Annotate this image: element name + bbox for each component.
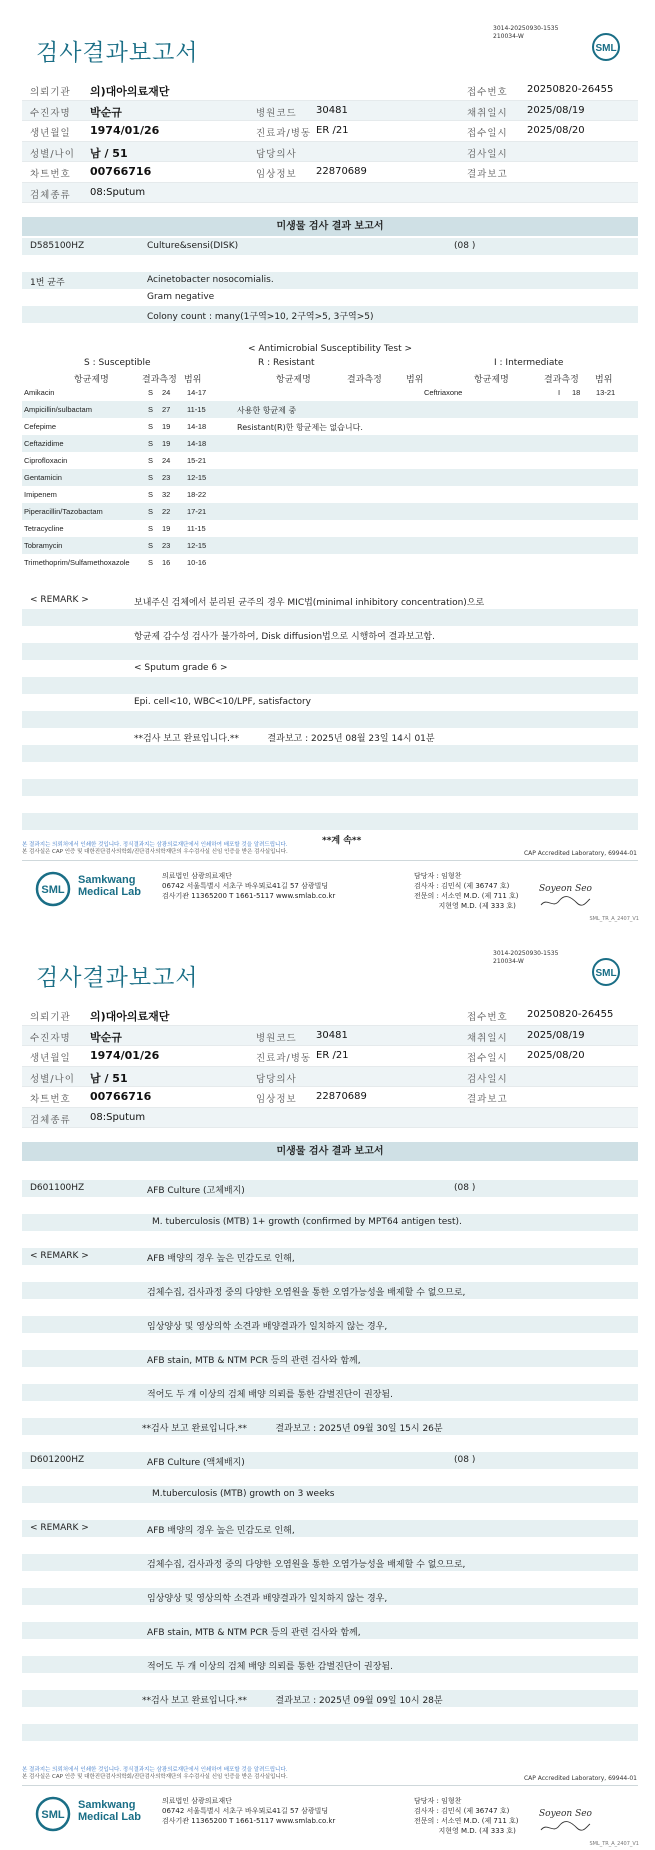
result-rows <box>22 238 638 340</box>
info-label-collect_date: 채취일시 <box>467 1032 508 1044</box>
ast-header-result: 결과측정 <box>142 375 177 385</box>
ast-header-drug: 항균제명 <box>74 375 109 385</box>
result-row <box>22 609 638 626</box>
ast-sir: S <box>148 405 154 414</box>
ast-header-result: 결과측정 <box>544 375 579 385</box>
row-text: AFB 배양의 경우 높은 민감도로 인해, <box>147 1254 295 1264</box>
row-code: D601100HZ <box>30 1183 85 1193</box>
ast-range: 18-22 <box>187 490 207 499</box>
info-row <box>22 101 638 122</box>
info-label-sex_age: 성별/나이 <box>30 148 75 160</box>
ast-row <box>22 418 638 435</box>
row-code: < REMARK > <box>30 1251 89 1261</box>
result-row <box>22 1367 638 1384</box>
info-label-doctor: 담당의사 <box>256 1073 297 1085</box>
result-row <box>22 1656 638 1673</box>
report-title: 검사결과보고서 <box>36 40 199 66</box>
info-label-birth: 생년월일 <box>30 128 71 139</box>
ast-sir: S <box>148 507 154 516</box>
info-row <box>22 1108 638 1129</box>
result-row <box>22 1418 638 1435</box>
ast-drug: Amikacin <box>24 388 55 397</box>
ast-row <box>22 401 638 418</box>
ast-range: 14-18 <box>187 439 207 448</box>
signature-image <box>537 1804 592 1836</box>
result-row <box>22 1333 638 1350</box>
info-value-birth: 1974/01/26 <box>90 1049 160 1062</box>
info-label-dept: 진료과/병동 <box>256 128 312 139</box>
ast-val: 16 <box>162 558 171 567</box>
info-value-patient: 박순규 <box>90 1030 122 1044</box>
ast-drug: Cefepime <box>24 422 57 431</box>
info-label-specimen: 검체종류 <box>30 1114 71 1126</box>
ast-row <box>22 537 638 554</box>
signatories: 담당자 : 임형찬 검사자 : 김민식 (제 36747 호) 전문의 : 서소연 M.D. (제 711 호) 지현영 M.D. (제 333 호) <box>414 872 519 910</box>
ast-row <box>22 435 638 452</box>
row-text: Colony count : many(1구역>10, 2구역>5, 3구역>5) <box>147 312 374 322</box>
footer-box <box>22 1785 638 1833</box>
footer-notice: 본 결과지는 의뢰처에서 인쇄한 것입니다. 정식결과지는 삼광의료재단에서 인쇄하여 배포할 것을 알려드립니다. 본 검사실은 CAP 인증 및 대한진단검사의학회/진단검사의학재단의 우수검사실 신임 인증을 받은 검사실입니다. <box>22 1767 288 1780</box>
result-row <box>22 677 638 694</box>
info-value-birth: 1974/01/26 <box>90 124 160 137</box>
sml-logo-icon <box>591 32 621 62</box>
info-value-chart: 00766716 <box>90 1090 152 1103</box>
ast-val: 24 <box>162 388 171 397</box>
ast-sir: S <box>148 558 154 567</box>
info-value-sex_age: 남 / 51 <box>90 146 128 160</box>
svg-text:SML: SML <box>41 884 65 896</box>
row-code: < REMARK > <box>30 595 89 605</box>
ast-header-row <box>22 370 638 384</box>
ast-third-val: 18 <box>572 388 581 397</box>
ast-val: 23 <box>162 473 171 482</box>
org-address: 의료법인 삼광의료재단 06742 서울특별시 서초구 바우뫼로41길 57 삼광빌딩 검사기관 11365200 T 1661-5117 www.smlab.co.kr <box>162 872 336 900</box>
legend-r: R : Resistant <box>258 358 315 368</box>
row-code: < REMARK > <box>30 1523 89 1533</box>
ast-val: 27 <box>162 405 171 414</box>
row-text: M. tuberculosis (MTB) 1+ growth (confirmed by MPT64 antigen test). <box>152 1217 462 1227</box>
footer-box <box>22 860 638 908</box>
info-row <box>22 1046 638 1067</box>
info-label-specimen: 검체종류 <box>30 189 71 201</box>
info-label-inst: 의뢰기관 <box>30 87 71 98</box>
ast-sir: S <box>148 439 154 448</box>
row-text: 임상양상 및 영상의학 소견과 배양결과가 일치하지 않는 경우, <box>147 1594 388 1604</box>
row-text: Gram negative <box>147 292 215 302</box>
result-row <box>22 779 638 796</box>
info-value-collect_date: 2025/08/19 <box>527 1029 585 1041</box>
info-label-report: 결과보고 <box>467 169 508 180</box>
result-row <box>22 1554 638 1571</box>
ast-row <box>22 469 638 486</box>
ast-val: 19 <box>162 422 171 431</box>
ast-range: 14-17 <box>187 388 207 397</box>
ast-header-range: 범위 <box>595 375 613 385</box>
ast-val: 32 <box>162 490 171 499</box>
info-value-inst: 의)대아의료재단 <box>90 1010 170 1023</box>
ast-drug: Piperacillin/Tazobactam <box>24 507 103 516</box>
ast-range: 15-21 <box>187 456 207 465</box>
row-code: D601200HZ <box>30 1455 85 1465</box>
ast-sir: S <box>148 388 154 397</box>
result-row <box>22 1469 638 1486</box>
result-row <box>22 1401 638 1418</box>
row-value: (08 ) <box>454 1455 476 1465</box>
result-row <box>22 1163 638 1180</box>
info-value-recv_no: 20250820-26455 <box>527 1009 614 1020</box>
info-row <box>22 1026 638 1047</box>
result-row <box>22 1622 638 1639</box>
company-name: Samkwang Medical Lab <box>78 874 141 898</box>
ast-header-range: 범위 <box>406 375 424 385</box>
samkwang-logo-icon <box>35 871 71 907</box>
info-row <box>22 1067 638 1088</box>
row-value: (08 ) <box>454 241 476 251</box>
result-row <box>22 592 638 609</box>
ast-val: 19 <box>162 439 171 448</box>
row-text: AFB stain, MTB & NTM PCR 등의 관련 검사와 함께, <box>147 1356 361 1366</box>
info-label-chart: 차트번호 <box>30 169 71 180</box>
ast-row <box>22 486 638 503</box>
row-text: AFB 배양의 경우 높은 민감도로 인해, <box>147 1526 295 1536</box>
row-text: **검사 보고 완료입니다.** 결과보고 : 2025년 09월 30일 15시 26분 <box>142 1424 443 1434</box>
result-row <box>22 306 638 323</box>
ast-row <box>22 503 638 520</box>
result-row <box>22 1214 638 1231</box>
patient-info <box>22 80 638 203</box>
signature-image <box>537 879 592 911</box>
svg-text:SML: SML <box>595 968 617 979</box>
result-row <box>22 255 638 272</box>
ast-val: 19 <box>162 524 171 533</box>
ast-row <box>22 554 638 571</box>
info-label-report: 결과보고 <box>467 1094 508 1105</box>
result-row <box>22 1588 638 1605</box>
ast-note: Resistant(R)한 항균제는 없습니다. <box>237 423 363 432</box>
ast-range: 11-15 <box>187 405 206 414</box>
info-label-patient: 수진자명 <box>30 107 71 119</box>
info-row <box>22 121 638 142</box>
result-row <box>22 1690 638 1707</box>
info-value-inst: 의)대아의료재단 <box>90 85 170 98</box>
sml-logo-icon <box>591 957 621 987</box>
result-row <box>22 1435 638 1452</box>
row-text: AFB Culture (고체배지) <box>147 1186 245 1196</box>
cap-accreditation: CAP Accredited Laboratory, 69944-01 <box>523 1775 637 1782</box>
info-label-hosp_code: 병원코드 <box>256 1032 297 1044</box>
result-row <box>22 1724 638 1741</box>
ast-range: 12-15 <box>187 473 207 482</box>
ast-sir: S <box>148 473 154 482</box>
result-rows <box>22 1163 638 1758</box>
ast-val: 23 <box>162 541 171 550</box>
ast-range: 11-15 <box>187 524 206 533</box>
ast-third-sir: I <box>558 388 561 397</box>
result-row <box>22 1520 638 1537</box>
ast-drug: Gentamicin <box>24 473 62 482</box>
row-text: 검체수집, 검사과정 중의 다양한 오염원을 통한 오염가능성을 배제할 수 없으므로, <box>147 1288 466 1298</box>
result-row <box>22 289 638 306</box>
info-label-inst: 의뢰기관 <box>30 1012 71 1023</box>
info-label-exam_date: 검사일시 <box>467 148 508 160</box>
info-row <box>22 162 638 183</box>
ast-sir: S <box>148 422 154 431</box>
ast-drug: Ampicillin/sulbactam <box>24 405 92 414</box>
ast-third-range: 13-21 <box>596 388 616 397</box>
result-row <box>22 323 638 340</box>
doc-code: 3014-20250930-1535 210034-W <box>493 950 559 965</box>
info-label-hosp_code: 병원코드 <box>256 107 297 119</box>
ast-val: 22 <box>162 507 171 516</box>
ast-header-drug: 항균제명 <box>474 375 509 385</box>
cap-accreditation: CAP Accredited Laboratory, 69944-01 <box>523 850 637 857</box>
ast-sir: S <box>148 524 154 533</box>
result-row <box>22 626 638 643</box>
result-row <box>22 1741 638 1758</box>
result-row <box>22 1571 638 1588</box>
ast-range: 12-15 <box>187 541 207 550</box>
info-value-chart: 00766716 <box>90 165 152 178</box>
info-value-hosp_code: 30481 <box>316 1029 348 1041</box>
row-text: M.tuberculosis (MTB) growth on 3 weeks <box>152 1489 335 1499</box>
result-row <box>22 238 638 255</box>
info-label-birth: 생년월일 <box>30 1053 71 1064</box>
info-value-hosp_code: 30481 <box>316 104 348 116</box>
result-row <box>22 762 638 779</box>
result-row <box>22 1197 638 1214</box>
ast-row <box>22 520 638 537</box>
row-text: 보내주신 검체에서 분리된 균주의 경우 MIC법(minimal inhibitory concentration)으로 <box>134 598 485 608</box>
legend-i: I : Intermediate <box>494 358 564 368</box>
row-text: 적어도 두 개 이상의 검체 배양 의뢰를 통한 감별진단이 권장됨. <box>147 1390 393 1400</box>
ast-val: 24 <box>162 456 171 465</box>
result-row <box>22 1384 638 1401</box>
result-row <box>22 1503 638 1520</box>
signatories: 담당자 : 임형찬 검사자 : 김민식 (제 36747 호) 전문의 : 서소연 M.D. (제 711 호) 지현영 M.D. (제 333 호) <box>414 1797 519 1835</box>
report-title: 검사결과보고서 <box>36 965 199 991</box>
result-row <box>22 1639 638 1656</box>
result-row <box>22 745 638 762</box>
report-page-2 <box>0 925 655 1850</box>
result-row <box>22 1537 638 1554</box>
ast-sir: S <box>148 541 154 550</box>
result-row <box>22 272 638 289</box>
info-label-sex_age: 성별/나이 <box>30 1073 75 1085</box>
ast-drug: Tetracycline <box>24 524 64 533</box>
section-title: 미생물 검사 결과 보고서 <box>22 217 638 236</box>
result-row <box>22 728 638 745</box>
result-row <box>22 1486 638 1503</box>
result-row <box>22 694 638 711</box>
row-text: 검체수집, 검사과정 중의 다양한 오염원을 통한 오염가능성을 배제할 수 없으므로, <box>147 1560 466 1570</box>
svg-text:SML: SML <box>595 43 617 54</box>
ast-drug: Tobramycin <box>24 541 63 550</box>
info-value-patient: 박순규 <box>90 105 122 119</box>
info-label-recv_no: 접수번호 <box>467 1012 508 1023</box>
ast-title: < Antimicrobial Susceptibility Test > <box>248 344 412 354</box>
ast-drug: Trimethoprim/Sulfamethoxazole <box>24 558 130 567</box>
row-text: Acinetobacter nosocomialis. <box>147 275 274 285</box>
ast-row <box>22 384 638 401</box>
result-row <box>22 711 638 728</box>
ast-range: 14-18 <box>187 422 207 431</box>
row-text: 항균제 감수성 검사가 불가하여, Disk diffusion법으로 시행하여 결과보고함. <box>134 632 435 642</box>
ast-rows <box>22 384 638 571</box>
row-text: Culture&sensi(DISK) <box>147 241 239 251</box>
ast-third-drug: Ceftriaxone <box>424 388 463 397</box>
info-label-recv_date: 접수일시 <box>467 1053 508 1064</box>
svg-text:Soyeon Seo: Soyeon Seo <box>539 884 592 894</box>
info-label-patient: 수진자명 <box>30 1032 71 1044</box>
result-row <box>22 1282 638 1299</box>
info-value-recv_date: 2025/08/20 <box>527 125 585 136</box>
result-row <box>22 1452 638 1469</box>
result-row <box>22 1248 638 1265</box>
svg-text:SML: SML <box>41 1809 65 1821</box>
result-row <box>22 1180 638 1197</box>
info-label-exam_date: 검사일시 <box>467 1073 508 1085</box>
patient-info <box>22 1005 638 1128</box>
info-value-recv_no: 20250820-26455 <box>527 84 614 95</box>
legend-s: S : Susceptible <box>84 358 151 368</box>
doc-code: 3014-20250930-1535 210034-W <box>493 25 559 40</box>
result-row <box>22 1673 638 1690</box>
row-text: < Sputum grade 6 > <box>134 663 228 673</box>
continued-text: **계 속** <box>322 836 362 846</box>
result-row <box>22 660 638 677</box>
row-text: AFB Culture (액체배지) <box>147 1458 245 1468</box>
result-row <box>22 1350 638 1367</box>
info-value-dept: ER /21 <box>316 125 349 136</box>
section-title: 미생물 검사 결과 보고서 <box>22 1142 638 1161</box>
ast-header-drug: 항균제명 <box>276 375 311 385</box>
result-row <box>22 1605 638 1622</box>
row-text: **검사 보고 완료입니다.** 결과보고 : 2025년 09월 09일 10시 28분 <box>142 1696 443 1706</box>
info-row <box>22 80 638 101</box>
row-text: AFB stain, MTB & NTM PCR 등의 관련 검사와 함께, <box>147 1628 361 1638</box>
info-row <box>22 1087 638 1108</box>
ast-drug: Ciprofloxacin <box>24 456 68 465</box>
result-row <box>22 1265 638 1282</box>
info-value-clinical: 22870689 <box>316 166 367 177</box>
info-label-doctor: 담당의사 <box>256 148 297 160</box>
info-value-recv_date: 2025/08/20 <box>527 1050 585 1061</box>
info-label-clinical: 임상정보 <box>256 169 297 180</box>
info-label-recv_date: 접수일시 <box>467 128 508 139</box>
info-value-specimen: 08:Sputum <box>90 186 146 198</box>
row-text: Epi. cell<10, WBC<10/LPF, satisfactory <box>134 697 312 707</box>
result-row <box>22 1707 638 1724</box>
info-label-chart: 차트번호 <box>30 1094 71 1105</box>
info-value-specimen: 08:Sputum <box>90 1111 146 1123</box>
result-row <box>22 1316 638 1333</box>
info-value-clinical: 22870689 <box>316 1091 367 1102</box>
form-version: SML_TR_A_2407_V1 <box>589 916 639 922</box>
row-code: D585100HZ <box>30 241 85 251</box>
samkwang-logo-icon <box>35 1796 71 1832</box>
company-name: Samkwang Medical Lab <box>78 1799 141 1823</box>
row-text: **검사 보고 완료입니다.** 결과보고 : 2025년 08월 23일 14시 01분 <box>134 734 435 744</box>
ast-sir: S <box>148 456 154 465</box>
form-version: SML_TR_A_2407_V1 <box>589 1841 639 1847</box>
ast-range: 10-16 <box>187 558 207 567</box>
result-row <box>22 1299 638 1316</box>
result-row <box>22 1231 638 1248</box>
ast-header-result: 결과측정 <box>347 375 382 385</box>
info-label-clinical: 임상정보 <box>256 1094 297 1105</box>
ast-range: 17-21 <box>187 507 207 516</box>
ast-drug: Ceftazidime <box>24 439 64 448</box>
ast-drug: Imipenem <box>24 490 57 499</box>
info-label-dept: 진료과/병동 <box>256 1053 312 1064</box>
info-label-recv_no: 접수번호 <box>467 87 508 98</box>
ast-header-range: 범위 <box>184 375 202 385</box>
footer-notice: 본 결과지는 의뢰처에서 인쇄한 것입니다. 정식결과지는 삼광의료재단에서 인쇄하여 배포할 것을 알려드립니다. 본 검사실은 CAP 인증 및 대한진단검사의학회/진단검사의학재단의 우수검사실 신임 인증을 받은 검사실입니다. <box>22 842 288 855</box>
svg-text:Soyeon Seo: Soyeon Seo <box>539 1809 592 1819</box>
ast-row <box>22 452 638 469</box>
info-row <box>22 1005 638 1026</box>
org-address: 의료법인 삼광의료재단 06742 서울특별시 서초구 바우뫼로41길 57 삼광빌딩 검사기관 11365200 T 1661-5117 www.smlab.co.kr <box>162 1797 336 1825</box>
ast-table <box>22 342 638 571</box>
result-row <box>22 813 638 830</box>
info-value-collect_date: 2025/08/19 <box>527 104 585 116</box>
row-text: 임상양상 및 영상의학 소견과 배양결과가 일치하지 않는 경우, <box>147 1322 388 1332</box>
ast-sir: S <box>148 490 154 499</box>
row-code: 1번 균주 <box>30 278 65 288</box>
info-value-sex_age: 남 / 51 <box>90 1071 128 1085</box>
result-row <box>22 796 638 813</box>
remark-rows <box>22 592 638 847</box>
row-text: 적어도 두 개 이상의 검체 배양 의뢰를 통한 감별진단이 권장됨. <box>147 1662 393 1672</box>
info-value-dept: ER /21 <box>316 1050 349 1061</box>
info-label-collect_date: 채취일시 <box>467 107 508 119</box>
row-value: (08 ) <box>454 1183 476 1193</box>
result-row <box>22 643 638 660</box>
ast-note: 사용한 항균제 중 <box>237 406 297 415</box>
info-row <box>22 183 638 204</box>
info-row <box>22 142 638 163</box>
